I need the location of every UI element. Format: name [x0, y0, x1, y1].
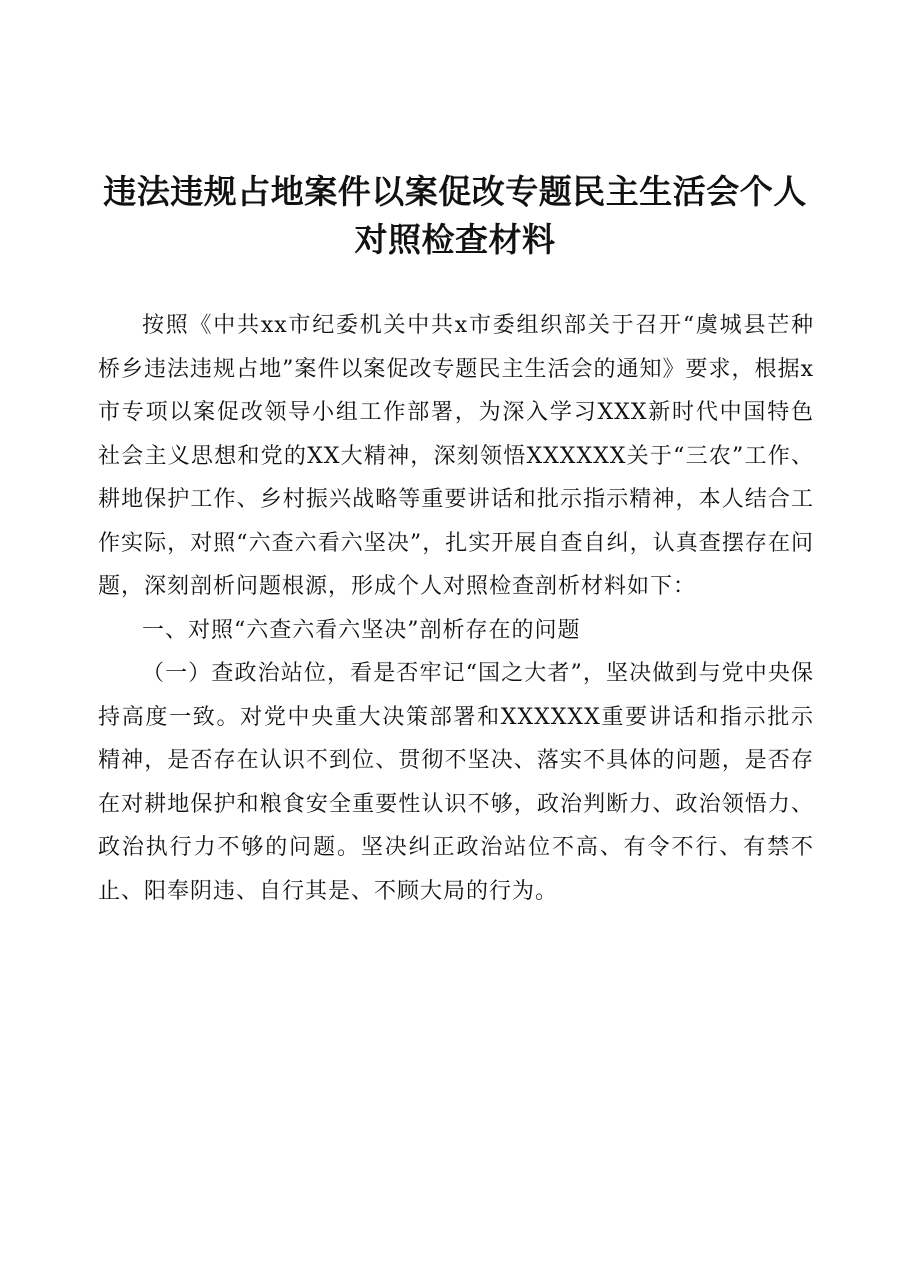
document-body	[98, 304, 814, 913]
document-title: 违法违规占地案件以案促改专题民主生活会个人对照检查材料	[103, 172, 807, 259]
section-heading: 一、对照“六查六看六坚决”剖析存在的问题	[142, 617, 581, 643]
intro-paragraph: 按照《中共xx市纪委机关中共x市委组织部关于召开“虞城县芒种桥乡违法违规占地”案件以案促改专题民主生活会的通知》要求，根据x市专项以案促改领导小组工作部署，为深入学习XXX新时代中国特色社会主义思想和党的XX大精神，深刻领悟XXXXXX关于“三农”工作、耕地保护工作、乡村振兴战略等重要讲话和批示指示精神，本人结合工作实际，对照“六查六看六坚决”，扎实开展自查自纠，认真查摆存在问题，深刻剖析问题根源，形成个人对照检查剖析材料如下：	[98, 313, 814, 599]
subsection-paragraph: （一）查政治站位，看是否牢记“国之大者”，坚决做到与党中央保持高度一致。对党中央重大决策部署和XXXXXX重要讲话和指示批示精神，是否存在认识不到位、贯彻不坚决、落实不具体的问题，是否存在对耕地保护和粮食安全重要性认识不够，政治判断力、政治领悟力、政治执行力不够的问题。坚决纠正政治站位不高、有令不行、有禁不止、阳奉阴违、自行其是、不顾大局的行为。	[98, 661, 814, 904]
